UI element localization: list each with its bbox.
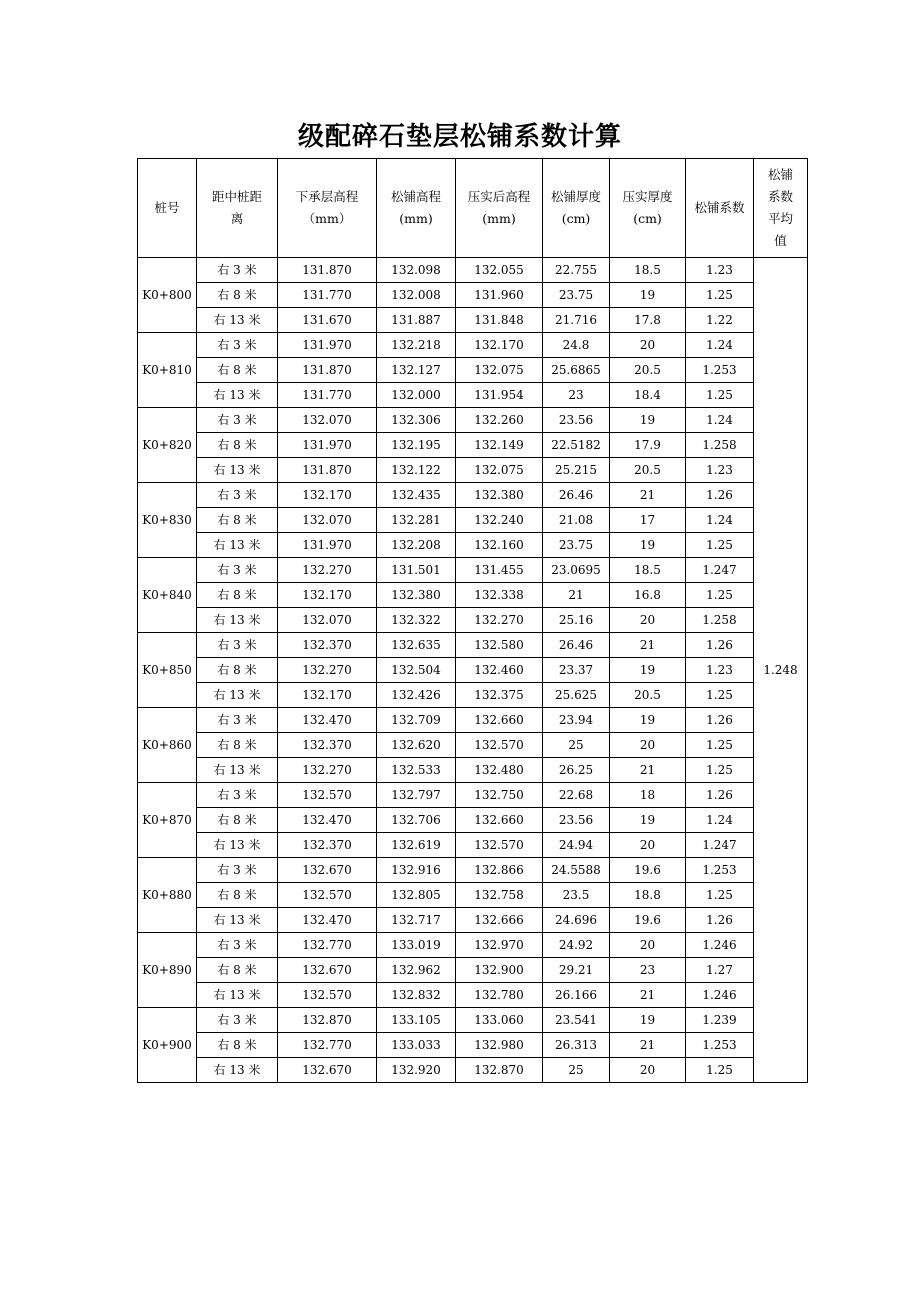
compacted-thickness-cell: 19.6 [610, 858, 686, 883]
table-row [138, 558, 808, 583]
compacted-thickness-cell: 18.8 [610, 883, 686, 908]
compacted-elevation-cell: 132.260 [456, 408, 543, 433]
table-row [138, 833, 808, 858]
loose-thickness-cell: 22.68 [543, 783, 610, 808]
compacted-elevation-cell: 132.075 [456, 358, 543, 383]
base-elevation-cell: 131.770 [278, 383, 377, 408]
stake-cell: K0+880 [138, 858, 197, 933]
loose-thickness-cell: 23.0695 [543, 558, 610, 583]
compacted-thickness-cell: 17.8 [610, 308, 686, 333]
loose-thickness-cell: 26.313 [543, 1033, 610, 1058]
compacted-thickness-cell: 20 [610, 933, 686, 958]
compacted-elevation-cell: 131.960 [456, 283, 543, 308]
stake-cell: K0+900 [138, 1008, 197, 1083]
compacted-thickness-cell: 19 [610, 283, 686, 308]
coefficient-cell: 1.24 [686, 333, 754, 358]
table-row [138, 1033, 808, 1058]
coefficient-cell: 1.24 [686, 508, 754, 533]
distance-cell: 右 13 米 [197, 1058, 278, 1083]
compacted-thickness-cell: 20 [610, 733, 686, 758]
coefficient-cell: 1.25 [686, 883, 754, 908]
loose-elevation-cell: 133.019 [377, 933, 456, 958]
compacted-thickness-cell: 20.5 [610, 358, 686, 383]
header-loose-elevation: 松铺高程(mm) [377, 159, 456, 258]
base-elevation-cell: 131.870 [278, 358, 377, 383]
header-stake: 桩号 [138, 159, 197, 258]
table-row [138, 308, 808, 333]
distance-cell: 右 8 米 [197, 658, 278, 683]
loose-elevation-cell: 132.709 [377, 708, 456, 733]
loose-elevation-cell: 132.426 [377, 683, 456, 708]
compacted-elevation-cell: 132.570 [456, 733, 543, 758]
coefficient-cell: 1.247 [686, 833, 754, 858]
coefficient-cell: 1.25 [686, 283, 754, 308]
compacted-thickness-cell: 20 [610, 833, 686, 858]
loose-thickness-cell: 22.5182 [543, 433, 610, 458]
loose-thickness-cell: 26.46 [543, 633, 610, 658]
loose-thickness-cell: 23.5 [543, 883, 610, 908]
table-row [138, 458, 808, 483]
loose-thickness-cell: 24.8 [543, 333, 610, 358]
base-elevation-cell: 132.770 [278, 1033, 377, 1058]
compacted-elevation-cell: 132.055 [456, 258, 543, 283]
base-elevation-cell: 132.570 [278, 783, 377, 808]
loose-elevation-cell: 132.218 [377, 333, 456, 358]
table-row [138, 358, 808, 383]
stake-cell: K0+830 [138, 483, 197, 558]
base-elevation-cell: 132.770 [278, 933, 377, 958]
compacted-thickness-cell: 16.8 [610, 583, 686, 608]
loose-elevation-cell: 131.887 [377, 308, 456, 333]
table-row [138, 958, 808, 983]
compacted-thickness-cell: 20 [610, 608, 686, 633]
compacted-elevation-cell: 132.866 [456, 858, 543, 883]
header-compacted-elevation: 压实后高程(mm) [456, 159, 543, 258]
table-row [138, 608, 808, 633]
distance-cell: 右 3 米 [197, 783, 278, 808]
loose-thickness-cell: 26.25 [543, 758, 610, 783]
compacted-elevation-cell: 132.460 [456, 658, 543, 683]
compacted-elevation-cell: 132.750 [456, 783, 543, 808]
distance-cell: 右 13 米 [197, 308, 278, 333]
distance-cell: 右 8 米 [197, 508, 278, 533]
table-row [138, 433, 808, 458]
compacted-elevation-cell: 132.970 [456, 933, 543, 958]
stake-cell: K0+890 [138, 933, 197, 1008]
base-elevation-cell: 132.470 [278, 708, 377, 733]
base-elevation-cell: 132.570 [278, 983, 377, 1008]
table-row [138, 908, 808, 933]
compacted-thickness-cell: 20 [610, 1058, 686, 1083]
distance-cell: 右 8 米 [197, 733, 278, 758]
compacted-elevation-cell: 132.900 [456, 958, 543, 983]
loose-thickness-cell: 23.37 [543, 658, 610, 683]
compacted-thickness-cell: 19 [610, 808, 686, 833]
coefficient-cell: 1.27 [686, 958, 754, 983]
compacted-thickness-cell: 18.5 [610, 558, 686, 583]
loose-thickness-cell: 23.541 [543, 1008, 610, 1033]
coefficient-cell: 1.247 [686, 558, 754, 583]
compacted-thickness-cell: 17 [610, 508, 686, 533]
base-elevation-cell: 132.270 [278, 758, 377, 783]
distance-cell: 右 3 米 [197, 258, 278, 283]
distance-cell: 右 13 米 [197, 383, 278, 408]
base-elevation-cell: 131.970 [278, 533, 377, 558]
coefficient-cell: 1.25 [686, 1058, 754, 1083]
loose-coefficient-table [137, 158, 808, 1083]
coefficient-cell: 1.25 [686, 533, 754, 558]
coefficient-cell: 1.26 [686, 908, 754, 933]
loose-thickness-cell: 24.92 [543, 933, 610, 958]
compacted-thickness-cell: 20.5 [610, 458, 686, 483]
loose-thickness-cell: 23 [543, 383, 610, 408]
loose-elevation-cell: 132.281 [377, 508, 456, 533]
table-row [138, 783, 808, 808]
loose-thickness-cell: 23.94 [543, 708, 610, 733]
distance-cell: 右 13 米 [197, 983, 278, 1008]
distance-cell: 右 13 米 [197, 608, 278, 633]
loose-thickness-cell: 24.696 [543, 908, 610, 933]
distance-cell: 右 8 米 [197, 433, 278, 458]
loose-thickness-cell: 21 [543, 583, 610, 608]
coefficient-cell: 1.25 [686, 683, 754, 708]
loose-elevation-cell: 132.306 [377, 408, 456, 433]
distance-cell: 右 13 米 [197, 908, 278, 933]
distance-cell: 右 8 米 [197, 358, 278, 383]
loose-elevation-cell: 132.322 [377, 608, 456, 633]
loose-elevation-cell: 131.501 [377, 558, 456, 583]
compacted-elevation-cell: 132.075 [456, 458, 543, 483]
compacted-elevation-cell: 132.980 [456, 1033, 543, 1058]
distance-cell: 右 3 米 [197, 1008, 278, 1033]
loose-thickness-cell: 23.56 [543, 808, 610, 833]
table-row [138, 283, 808, 308]
base-elevation-cell: 132.170 [278, 583, 377, 608]
loose-thickness-cell: 23.75 [543, 283, 610, 308]
loose-thickness-cell: 25 [543, 733, 610, 758]
table-row [138, 808, 808, 833]
compacted-thickness-cell: 19 [610, 533, 686, 558]
compacted-elevation-cell: 132.375 [456, 683, 543, 708]
coefficient-cell: 1.26 [686, 483, 754, 508]
coefficient-cell: 1.26 [686, 708, 754, 733]
compacted-thickness-cell: 17.9 [610, 433, 686, 458]
distance-cell: 右 13 米 [197, 533, 278, 558]
stake-cell: K0+870 [138, 783, 197, 858]
page-title: 级配碎石垫层松铺系数计算 [297, 122, 622, 152]
table-row [138, 383, 808, 408]
distance-cell: 右 8 米 [197, 1033, 278, 1058]
compacted-thickness-cell: 19.6 [610, 908, 686, 933]
base-elevation-cell: 132.270 [278, 658, 377, 683]
coefficient-cell: 1.253 [686, 358, 754, 383]
compacted-elevation-cell: 131.848 [456, 308, 543, 333]
loose-elevation-cell: 132.920 [377, 1058, 456, 1083]
coefficient-cell: 1.239 [686, 1008, 754, 1033]
compacted-thickness-cell: 20.5 [610, 683, 686, 708]
loose-elevation-cell: 132.635 [377, 633, 456, 658]
loose-elevation-cell: 132.805 [377, 883, 456, 908]
header-base-elevation: 下承层高程（mm） [278, 159, 377, 258]
table-row [138, 333, 808, 358]
loose-elevation-cell: 132.098 [377, 258, 456, 283]
loose-elevation-cell: 133.033 [377, 1033, 456, 1058]
loose-thickness-cell: 25.16 [543, 608, 610, 633]
coefficient-cell: 1.22 [686, 308, 754, 333]
coefficient-cell: 1.24 [686, 808, 754, 833]
distance-cell: 右 13 米 [197, 458, 278, 483]
loose-elevation-cell: 132.380 [377, 583, 456, 608]
loose-elevation-cell: 132.620 [377, 733, 456, 758]
loose-elevation-cell: 132.797 [377, 783, 456, 808]
header-compacted-thickness: 压实厚度(cm) [610, 159, 686, 258]
base-elevation-cell: 132.670 [278, 958, 377, 983]
base-elevation-cell: 132.170 [278, 683, 377, 708]
table-row [138, 408, 808, 433]
coefficient-cell: 1.25 [686, 758, 754, 783]
loose-thickness-cell: 29.21 [543, 958, 610, 983]
coefficient-cell: 1.246 [686, 933, 754, 958]
loose-elevation-cell: 132.008 [377, 283, 456, 308]
table-row [138, 983, 808, 1008]
base-elevation-cell: 131.870 [278, 458, 377, 483]
compacted-thickness-cell: 19 [610, 1008, 686, 1033]
compacted-thickness-cell: 18 [610, 783, 686, 808]
distance-cell: 右 3 米 [197, 483, 278, 508]
loose-elevation-cell: 132.122 [377, 458, 456, 483]
compacted-thickness-cell: 18.4 [610, 383, 686, 408]
distance-cell: 右 3 米 [197, 708, 278, 733]
compacted-elevation-cell: 132.660 [456, 708, 543, 733]
loose-elevation-cell: 132.916 [377, 858, 456, 883]
compacted-elevation-cell: 132.149 [456, 433, 543, 458]
loose-elevation-cell: 132.962 [377, 958, 456, 983]
distance-cell: 右 8 米 [197, 883, 278, 908]
loose-thickness-cell: 23.75 [543, 533, 610, 558]
stake-cell: K0+840 [138, 558, 197, 633]
loose-elevation-cell: 132.619 [377, 833, 456, 858]
coefficient-cell: 1.26 [686, 783, 754, 808]
header-coefficient: 松铺系数 [686, 159, 754, 258]
loose-elevation-cell: 132.435 [377, 483, 456, 508]
loose-thickness-cell: 21.716 [543, 308, 610, 333]
distance-cell: 右 3 米 [197, 558, 278, 583]
table-row [138, 933, 808, 958]
compacted-elevation-cell: 132.480 [456, 758, 543, 783]
compacted-thickness-cell: 23 [610, 958, 686, 983]
loose-elevation-cell: 132.706 [377, 808, 456, 833]
coefficient-cell: 1.23 [686, 458, 754, 483]
table-row [138, 483, 808, 508]
loose-elevation-cell: 132.208 [377, 533, 456, 558]
table-row [138, 633, 808, 658]
base-elevation-cell: 132.570 [278, 883, 377, 908]
compacted-elevation-cell: 132.660 [456, 808, 543, 833]
table-row [138, 733, 808, 758]
base-elevation-cell: 132.470 [278, 808, 377, 833]
base-elevation-cell: 132.070 [278, 608, 377, 633]
loose-elevation-cell: 132.533 [377, 758, 456, 783]
table-row [138, 1008, 808, 1033]
loose-elevation-cell: 132.127 [377, 358, 456, 383]
distance-cell: 右 8 米 [197, 583, 278, 608]
compacted-thickness-cell: 19 [610, 408, 686, 433]
base-elevation-cell: 132.370 [278, 733, 377, 758]
base-elevation-cell: 132.470 [278, 908, 377, 933]
compacted-elevation-cell: 132.570 [456, 833, 543, 858]
compacted-thickness-cell: 20 [610, 333, 686, 358]
distance-cell: 右 3 米 [197, 333, 278, 358]
compacted-elevation-cell: 132.666 [456, 908, 543, 933]
compacted-thickness-cell: 19 [610, 708, 686, 733]
coefficient-cell: 1.258 [686, 433, 754, 458]
stake-cell: K0+850 [138, 633, 197, 708]
compacted-elevation-cell: 131.455 [456, 558, 543, 583]
distance-cell: 右 13 米 [197, 683, 278, 708]
table-row [138, 658, 808, 683]
base-elevation-cell: 131.670 [278, 308, 377, 333]
base-elevation-cell: 131.870 [278, 258, 377, 283]
coefficient-cell: 1.258 [686, 608, 754, 633]
compacted-elevation-cell: 132.338 [456, 583, 543, 608]
distance-cell: 右 3 米 [197, 933, 278, 958]
coefficient-cell: 1.25 [686, 583, 754, 608]
base-elevation-cell: 132.070 [278, 408, 377, 433]
base-elevation-cell: 132.670 [278, 1058, 377, 1083]
compacted-elevation-cell: 133.060 [456, 1008, 543, 1033]
loose-thickness-cell: 21.08 [543, 508, 610, 533]
loose-thickness-cell: 26.46 [543, 483, 610, 508]
distance-cell: 右 8 米 [197, 958, 278, 983]
table-row [138, 858, 808, 883]
loose-thickness-cell: 24.5588 [543, 858, 610, 883]
distance-cell: 右 13 米 [197, 758, 278, 783]
coefficient-cell: 1.23 [686, 258, 754, 283]
stake-cell: K0+800 [138, 258, 197, 333]
loose-elevation-cell: 132.000 [377, 383, 456, 408]
table-row [138, 1058, 808, 1083]
table-row [138, 883, 808, 908]
loose-thickness-cell: 25.6865 [543, 358, 610, 383]
compacted-elevation-cell: 132.170 [456, 333, 543, 358]
coefficient-cell: 1.26 [686, 633, 754, 658]
header-row [138, 159, 808, 258]
coefficient-cell: 1.253 [686, 1033, 754, 1058]
loose-elevation-cell: 133.105 [377, 1008, 456, 1033]
compacted-thickness-cell: 21 [610, 633, 686, 658]
table-row [138, 533, 808, 558]
compacted-elevation-cell: 132.380 [456, 483, 543, 508]
loose-elevation-cell: 132.832 [377, 983, 456, 1008]
stake-cell: K0+810 [138, 333, 197, 408]
compacted-elevation-cell: 132.780 [456, 983, 543, 1008]
compacted-thickness-cell: 21 [610, 1033, 686, 1058]
distance-cell: 右 8 米 [197, 283, 278, 308]
base-elevation-cell: 132.670 [278, 858, 377, 883]
header-average: 松铺系数平均值 [754, 159, 808, 258]
loose-thickness-cell: 26.166 [543, 983, 610, 1008]
compacted-elevation-cell: 132.758 [456, 883, 543, 908]
base-elevation-cell: 132.370 [278, 833, 377, 858]
distance-cell: 右 3 米 [197, 633, 278, 658]
coefficient-cell: 1.25 [686, 733, 754, 758]
loose-thickness-cell: 23.56 [543, 408, 610, 433]
table-row [138, 683, 808, 708]
compacted-thickness-cell: 21 [610, 983, 686, 1008]
base-elevation-cell: 132.870 [278, 1008, 377, 1033]
stake-cell: K0+820 [138, 408, 197, 483]
loose-thickness-cell: 24.94 [543, 833, 610, 858]
base-elevation-cell: 132.270 [278, 558, 377, 583]
compacted-elevation-cell: 132.270 [456, 608, 543, 633]
compacted-thickness-cell: 19 [610, 658, 686, 683]
compacted-thickness-cell: 18.5 [610, 258, 686, 283]
coefficient-cell: 1.24 [686, 408, 754, 433]
average-cell: 1.248 [754, 258, 808, 1083]
table-row [138, 508, 808, 533]
coefficient-cell: 1.253 [686, 858, 754, 883]
compacted-elevation-cell: 132.580 [456, 633, 543, 658]
compacted-elevation-cell: 131.954 [456, 383, 543, 408]
compacted-elevation-cell: 132.240 [456, 508, 543, 533]
base-elevation-cell: 132.070 [278, 508, 377, 533]
header-loose-thickness: 松铺厚度(cm) [543, 159, 610, 258]
stake-cell: K0+860 [138, 708, 197, 783]
loose-thickness-cell: 25.215 [543, 458, 610, 483]
compacted-elevation-cell: 132.870 [456, 1058, 543, 1083]
loose-thickness-cell: 25 [543, 1058, 610, 1083]
loose-elevation-cell: 132.717 [377, 908, 456, 933]
table-row [138, 258, 808, 283]
base-elevation-cell: 131.970 [278, 433, 377, 458]
coefficient-cell: 1.25 [686, 383, 754, 408]
base-elevation-cell: 131.770 [278, 283, 377, 308]
base-elevation-cell: 132.170 [278, 483, 377, 508]
loose-elevation-cell: 132.195 [377, 433, 456, 458]
coefficient-cell: 1.246 [686, 983, 754, 1008]
distance-cell: 右 3 米 [197, 858, 278, 883]
table-row [138, 758, 808, 783]
loose-thickness-cell: 25.625 [543, 683, 610, 708]
distance-cell: 右 8 米 [197, 808, 278, 833]
base-elevation-cell: 131.970 [278, 333, 377, 358]
table-row [138, 708, 808, 733]
table-body [138, 258, 808, 1083]
base-elevation-cell: 132.370 [278, 633, 377, 658]
compacted-thickness-cell: 21 [610, 758, 686, 783]
compacted-thickness-cell: 21 [610, 483, 686, 508]
distance-cell: 右 3 米 [197, 408, 278, 433]
coefficient-cell: 1.23 [686, 658, 754, 683]
table-row [138, 583, 808, 608]
distance-cell: 右 13 米 [197, 833, 278, 858]
compacted-elevation-cell: 132.160 [456, 533, 543, 558]
header-distance: 距中桩距离 [197, 159, 278, 258]
loose-thickness-cell: 22.755 [543, 258, 610, 283]
loose-elevation-cell: 132.504 [377, 658, 456, 683]
